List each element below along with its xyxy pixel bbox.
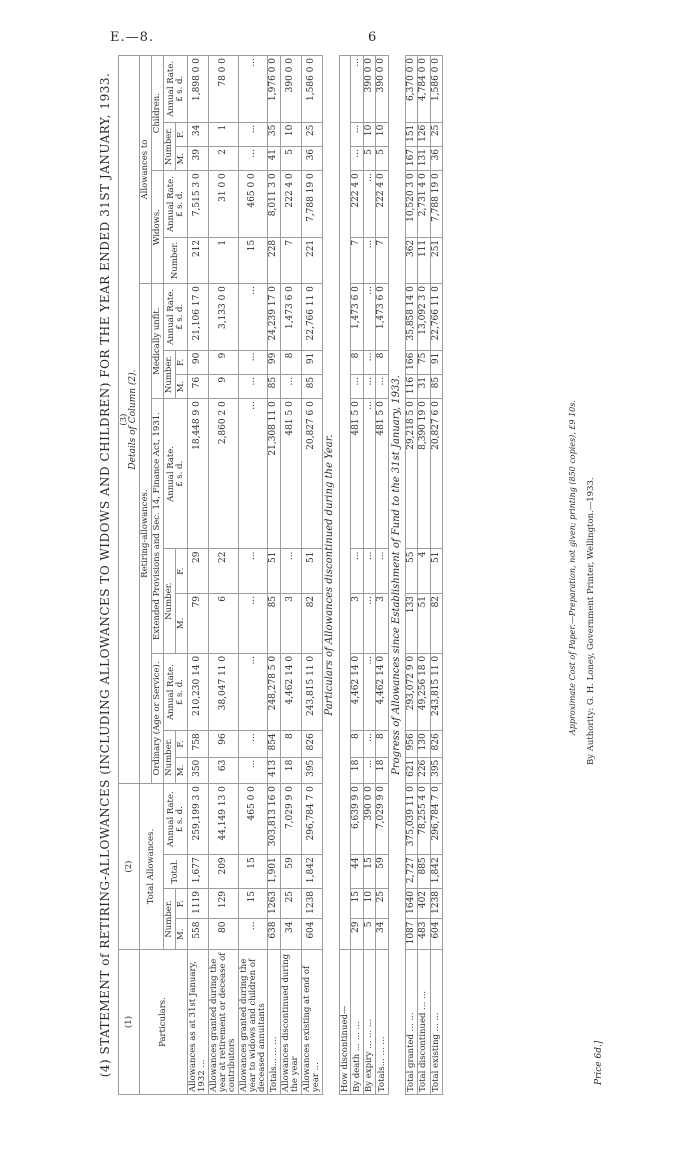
table-cell: 44 bbox=[351, 855, 363, 889]
table-cell: ... bbox=[238, 757, 268, 783]
main-rows bbox=[188, 56, 323, 1095]
table-cell: 375,039 11 0 bbox=[405, 784, 417, 855]
f-head: F. bbox=[176, 549, 188, 593]
table-cell: 7,029 9 0 bbox=[376, 784, 388, 855]
table-cell: 4,462 14 0 bbox=[376, 653, 388, 730]
table-cell: 41 bbox=[268, 146, 280, 170]
table-cell: 75 bbox=[418, 350, 430, 374]
table-cell: 80 bbox=[208, 919, 238, 950]
table-cell: 5 bbox=[363, 146, 375, 170]
row-label: Total discontinued ... ... bbox=[418, 950, 430, 1095]
table-cell: 7,029 9 0 bbox=[280, 784, 301, 855]
number-head: Number. bbox=[164, 122, 176, 171]
table-cell: 390 0 0 bbox=[363, 784, 375, 855]
table-cell: 167 bbox=[405, 146, 417, 170]
m-head: M. bbox=[176, 757, 188, 783]
table-cell: 483 bbox=[418, 919, 430, 950]
table-cell: 2,731 4 0 bbox=[418, 171, 430, 238]
table-cell: 5 bbox=[376, 146, 388, 170]
table-row bbox=[376, 56, 388, 1095]
table-cell: ... bbox=[238, 122, 268, 146]
table-cell: 18 bbox=[351, 757, 363, 783]
table-cell: 90 bbox=[188, 350, 209, 374]
table-cell: 39 bbox=[188, 146, 209, 170]
table-cell: 209 bbox=[208, 855, 238, 889]
table-cell: 1238 bbox=[301, 888, 322, 919]
row-label: Totals... ... ... bbox=[376, 950, 388, 1095]
table-cell: 303,813 16 0 bbox=[268, 784, 280, 855]
table-cell: 621 bbox=[405, 757, 417, 783]
table-cell: 15 bbox=[238, 237, 268, 283]
table-cell: 604 bbox=[301, 919, 322, 950]
table-cell: 9 bbox=[208, 374, 238, 398]
table-cell: 296,784 7 0 bbox=[301, 784, 322, 855]
row-label: Totals... ... ... bbox=[268, 950, 280, 1095]
m-head: M. bbox=[176, 593, 188, 653]
table-cell: 31 0 0 bbox=[208, 171, 238, 238]
table-cell: 91 bbox=[430, 350, 442, 374]
table-cell: 49,256 18 0 bbox=[418, 653, 430, 730]
table-cell: 24,239 17 0 bbox=[268, 284, 280, 351]
table-cell: 3 bbox=[280, 593, 301, 653]
table-cell: 854 bbox=[268, 731, 280, 757]
table-cell: 1,898 0 0 bbox=[188, 56, 209, 123]
table-cell: 4 bbox=[418, 549, 430, 593]
how-discontinued-label: How discontinued— bbox=[339, 950, 351, 1095]
table-cell: 63 bbox=[208, 757, 238, 783]
row-label: Allowances as at 31st January, 1932 ... bbox=[188, 950, 209, 1095]
table-cell: 7 bbox=[351, 237, 363, 283]
table-cell: ... bbox=[238, 284, 268, 351]
table-cell: ... bbox=[351, 374, 363, 398]
table-cell: 166 bbox=[405, 350, 417, 374]
table-cell: ... bbox=[363, 284, 375, 351]
table-cell: 1640 bbox=[405, 888, 417, 919]
table-cell: 29,218 5 0 bbox=[405, 399, 417, 549]
table-cell: 390 0 0 bbox=[376, 56, 388, 123]
table-row bbox=[405, 56, 417, 1095]
table-cell: 36 bbox=[430, 146, 442, 170]
table-cell: 210,230 14 0 bbox=[188, 653, 209, 730]
table-cell: 116 bbox=[405, 374, 417, 398]
table-cell: ... bbox=[363, 350, 375, 374]
table-cell: ... bbox=[280, 549, 301, 593]
table-cell: 212 bbox=[188, 237, 209, 283]
table-cell: 8 bbox=[280, 731, 301, 757]
table-cell: 13,092 3 0 bbox=[418, 284, 430, 351]
table-row bbox=[363, 56, 375, 1095]
table-cell: 35,858 14 0 bbox=[405, 284, 417, 351]
progress-heading: Progress of Allowances since Establishment of Fund to the 31st January, 1933. bbox=[388, 56, 405, 1095]
allowances-to-head: Allowances to bbox=[140, 56, 152, 284]
table-cell: 390 0 0 bbox=[280, 56, 301, 123]
table-cell: 25 bbox=[376, 888, 388, 919]
table-cell: 85 bbox=[430, 374, 442, 398]
table-cell: 2,727 bbox=[405, 855, 417, 889]
table-row bbox=[280, 56, 301, 1095]
table-cell: 36 bbox=[301, 146, 322, 170]
table-cell: 6 bbox=[208, 593, 238, 653]
table-cell: 133 bbox=[405, 593, 417, 653]
table-cell: ... bbox=[363, 593, 375, 653]
table-cell: ... bbox=[238, 593, 268, 653]
page-ref: E.—8. bbox=[110, 30, 155, 45]
table-cell: 251 bbox=[430, 237, 442, 283]
table-cell: 99 bbox=[268, 350, 280, 374]
table-cell: 38,047 11 0 bbox=[208, 653, 238, 730]
table-cell: 8,390 19 0 bbox=[418, 399, 430, 549]
table-cell: 222 4 0 bbox=[280, 171, 301, 238]
table-cell: 20,827 6 0 bbox=[301, 399, 322, 549]
table-cell: 5 bbox=[363, 919, 375, 950]
table-cell: 25 bbox=[280, 888, 301, 919]
table-cell: 82 bbox=[430, 593, 442, 653]
table-cell: 6,370 0 0 bbox=[405, 56, 417, 123]
table-cell: 1,473 6 0 bbox=[351, 284, 363, 351]
particulars-head: Particulars. bbox=[140, 950, 188, 1095]
table-cell: 243,815 11 0 bbox=[301, 653, 322, 730]
row-label: Total granted ... ... bbox=[405, 950, 417, 1095]
table-cell: 481 5 0 bbox=[280, 399, 301, 549]
table-cell: 34 bbox=[376, 919, 388, 950]
table-cell: 4,462 14 0 bbox=[351, 653, 363, 730]
table-cell: 5 bbox=[280, 146, 301, 170]
table-cell: 96 bbox=[208, 731, 238, 757]
table-cell: 226 bbox=[418, 757, 430, 783]
row-label: Allowances discontinued during the year bbox=[280, 950, 301, 1095]
row-label: By expiry ... ... ... bbox=[363, 950, 375, 1095]
number-head: Number. bbox=[164, 549, 176, 653]
table-cell: 7,788 19 0 bbox=[301, 171, 322, 238]
table-cell: 29 bbox=[351, 919, 363, 950]
table-cell: ... bbox=[238, 56, 268, 123]
row-label: By death ... ... ... bbox=[351, 950, 363, 1095]
table-cell: 350 bbox=[188, 757, 209, 783]
table-cell: 7 bbox=[376, 237, 388, 283]
table-cell: 1238 bbox=[430, 888, 442, 919]
table-cell: 6,639 9 0 bbox=[351, 784, 363, 855]
table-cell: 31 bbox=[418, 374, 430, 398]
table-cell: 826 bbox=[430, 731, 442, 757]
table-cell: ... bbox=[363, 171, 375, 238]
table-cell: 4,462 14 0 bbox=[280, 653, 301, 730]
table-cell: 221 bbox=[301, 237, 322, 283]
table-cell: 1,586 0 0 bbox=[430, 56, 442, 123]
table-cell: ... bbox=[238, 374, 268, 398]
number-head: Number. bbox=[164, 888, 176, 949]
table-cell: 4,784 0 0 bbox=[418, 56, 430, 123]
table-row bbox=[351, 56, 363, 1095]
table-cell: 259,199 3 0 bbox=[188, 784, 209, 855]
table-cell: ... bbox=[238, 731, 268, 757]
table-cell: 1 bbox=[208, 237, 238, 283]
table-cell: 51 bbox=[301, 549, 322, 593]
table-cell: ... bbox=[363, 399, 375, 549]
table-cell: 29 bbox=[188, 549, 209, 593]
table-cell: 15 bbox=[351, 888, 363, 919]
ordinary-head: Ordinary (Age or Service). bbox=[152, 653, 164, 783]
table-cell: 558 bbox=[188, 919, 209, 950]
table-cell: 1,842 bbox=[430, 855, 442, 889]
widows-head: Widows. bbox=[152, 171, 164, 284]
table-cell: 15 bbox=[363, 855, 375, 889]
table-cell: 10 bbox=[376, 122, 388, 146]
table-cell: 222 4 0 bbox=[376, 171, 388, 238]
f-head: F. bbox=[176, 731, 188, 757]
table-cell: 59 bbox=[376, 855, 388, 889]
table-cell: 20,827 6 0 bbox=[430, 399, 442, 549]
table-cell: 604 bbox=[430, 919, 442, 950]
number-head: Number. bbox=[164, 350, 176, 399]
m-head: M. bbox=[176, 374, 188, 398]
table-cell: 228 bbox=[268, 237, 280, 283]
table-cell: ... bbox=[238, 146, 268, 170]
table-cell: 296,784 7 0 bbox=[430, 784, 442, 855]
col2-head: (2) bbox=[119, 784, 140, 950]
col3-head: (3) Details of Column (2). bbox=[119, 56, 140, 784]
table-cell: 78,255 4 0 bbox=[418, 784, 430, 855]
table-cell: 91 bbox=[301, 350, 322, 374]
table-row bbox=[268, 56, 280, 1095]
m-head: M. bbox=[176, 919, 188, 950]
total-allowances-head: Total Allowances. bbox=[140, 784, 164, 950]
table-cell: 1087 bbox=[405, 919, 417, 950]
rate-head: Annual Rate. £ s. d. bbox=[164, 284, 188, 351]
table-cell: 8 bbox=[351, 350, 363, 374]
total-head: Total. bbox=[164, 855, 188, 889]
table-cell: 402 bbox=[418, 888, 430, 919]
table-cell: 1 bbox=[208, 122, 238, 146]
table-cell: 395 bbox=[430, 757, 442, 783]
table-cell: 1,586 0 0 bbox=[301, 56, 322, 123]
table-cell: 76 bbox=[188, 374, 209, 398]
table-cell: ... bbox=[351, 122, 363, 146]
table-cell: 7,515 3 0 bbox=[188, 171, 209, 238]
table-cell: 10 bbox=[363, 888, 375, 919]
table-cell: 2 bbox=[208, 146, 238, 170]
children-head: Children. bbox=[152, 56, 164, 171]
table-cell: 44,149 13 0 bbox=[208, 784, 238, 855]
table-cell: ... bbox=[351, 549, 363, 593]
allowances-table bbox=[118, 55, 443, 1095]
table-cell: ... bbox=[351, 56, 363, 123]
table-cell: 15 bbox=[238, 855, 268, 889]
table-cell: ... bbox=[363, 549, 375, 593]
table-cell: 10 bbox=[280, 122, 301, 146]
table-row bbox=[208, 56, 238, 1095]
table-cell: 35 bbox=[268, 122, 280, 146]
row-label: Allowances granted during the year at retirement or decease of contributors bbox=[208, 950, 238, 1095]
table-cell: ... bbox=[351, 146, 363, 170]
table-cell: 885 bbox=[418, 855, 430, 889]
table-cell: 1,842 bbox=[301, 855, 322, 889]
table-cell: ... bbox=[363, 731, 375, 757]
row-label: Total existing ... ... bbox=[430, 950, 442, 1095]
table-cell: 248,278 5 0 bbox=[268, 653, 280, 730]
table-cell: 21,106 17 0 bbox=[188, 284, 209, 351]
discontinued-rows bbox=[351, 56, 388, 1095]
table-cell: 8 bbox=[376, 350, 388, 374]
cost-note: Approximate Cost of Paper.—Preparation, not given; printing (850 copies), £9 10s. bbox=[568, 400, 577, 735]
table-cell: 390 0 0 bbox=[363, 56, 375, 123]
extended-head: Extended Provisions and Sec. 14, Finance Act, 1931. bbox=[152, 399, 164, 654]
table-cell: ... bbox=[376, 549, 388, 593]
table-cell: 85 bbox=[268, 374, 280, 398]
rate-head: Annual Rate. £ s. d. bbox=[164, 784, 188, 855]
table-cell: 243,815 11 0 bbox=[430, 653, 442, 730]
table-cell: 151 bbox=[405, 122, 417, 146]
table-cell: 1,976 0 0 bbox=[268, 56, 280, 123]
table-cell: 8,011 3 0 bbox=[268, 171, 280, 238]
table-cell: 22,766 11 0 bbox=[430, 284, 442, 351]
table-cell: ... bbox=[238, 350, 268, 374]
progress-rows bbox=[405, 56, 442, 1095]
table-cell: 126 bbox=[418, 122, 430, 146]
col1-head: (1) bbox=[119, 950, 140, 1095]
table-cell: 1263 bbox=[268, 888, 280, 919]
table-cell: 481 5 0 bbox=[376, 399, 388, 549]
table-cell: ... bbox=[238, 549, 268, 593]
table-cell: 481 5 0 bbox=[351, 399, 363, 549]
table-cell: 758 bbox=[188, 731, 209, 757]
table-cell: 85 bbox=[268, 593, 280, 653]
table-cell: 1,677 bbox=[188, 855, 209, 889]
table-cell: 1,473 6 0 bbox=[376, 284, 388, 351]
table-cell: 293,072 9 0 bbox=[405, 653, 417, 730]
table-cell: 413 bbox=[268, 757, 280, 783]
f-head: F. bbox=[176, 122, 188, 146]
table-cell: 3 bbox=[376, 593, 388, 653]
table-cell: 362 bbox=[405, 237, 417, 283]
table-cell: 82 bbox=[301, 593, 322, 653]
rate-head: Annual Rate. £ s. d. bbox=[164, 56, 188, 123]
statement-title: (4) STATEMENT of RETIRING-ALLOWANCES (INCLUDING ALLOWANCES TO WIDOWS AND CHILDREN) FOR THE YEAR ENDED 31ST JANUARY, 1933. bbox=[98, 72, 112, 1078]
table-cell: 59 bbox=[280, 855, 301, 889]
rotated-statement bbox=[98, 55, 608, 1095]
page-number: 6 bbox=[368, 30, 377, 45]
table-cell: 3,133 0 0 bbox=[208, 284, 238, 351]
table-cell: 51 bbox=[268, 549, 280, 593]
f-head: F. bbox=[176, 888, 188, 919]
table-cell: 3 bbox=[351, 593, 363, 653]
discontinued-heading: Particulars of Allowances discontinued during the Year. bbox=[322, 56, 339, 1095]
table-cell: 34 bbox=[280, 919, 301, 950]
table-cell: 51 bbox=[430, 549, 442, 593]
table-cell: 129 bbox=[208, 888, 238, 919]
table-cell: ... bbox=[238, 399, 268, 549]
table-cell: 10 bbox=[363, 122, 375, 146]
table-row bbox=[188, 56, 209, 1095]
table-cell: ... bbox=[363, 653, 375, 730]
table-cell: 465 0 0 bbox=[238, 784, 268, 855]
table-cell: 79 bbox=[188, 593, 209, 653]
table-cell: 395 bbox=[301, 757, 322, 783]
table-cell: 22 bbox=[208, 549, 238, 593]
table-cell: ... bbox=[238, 919, 268, 950]
rate-head: Annual Rate. £ s. d. bbox=[164, 653, 188, 730]
authority-note: By Authority: G. H. Loney, Government Printer, Wellington.—1933. bbox=[586, 477, 596, 765]
table-cell: 826 bbox=[301, 731, 322, 757]
table-cell: 7 bbox=[280, 237, 301, 283]
table-cell: 2,860 2 0 bbox=[208, 399, 238, 549]
table-cell: 25 bbox=[430, 122, 442, 146]
table-cell: 18 bbox=[376, 757, 388, 783]
table-row bbox=[301, 56, 322, 1095]
table-cell: 78 0 0 bbox=[208, 56, 238, 123]
table-cell: 8 bbox=[376, 731, 388, 757]
table-cell: 8 bbox=[351, 731, 363, 757]
table-cell: 10,520 3 0 bbox=[405, 171, 417, 238]
retiring-head: Retiring-allowances. bbox=[140, 284, 152, 784]
table-cell: 51 bbox=[418, 593, 430, 653]
table-row bbox=[430, 56, 442, 1095]
number-head: Number. bbox=[164, 731, 176, 784]
f-head: F. bbox=[176, 350, 188, 374]
table-cell: 18 bbox=[280, 757, 301, 783]
table-cell: ... bbox=[280, 374, 301, 398]
table-row bbox=[238, 56, 268, 1095]
table-cell: 34 bbox=[188, 122, 209, 146]
table-cell: 222 4 0 bbox=[351, 171, 363, 238]
table-cell: 7,788 19 0 bbox=[430, 171, 442, 238]
table-cell: 21,308 11 0 bbox=[268, 399, 280, 549]
table-cell: 55 bbox=[405, 549, 417, 593]
table-cell: 15 bbox=[238, 888, 268, 919]
table-cell: 131 bbox=[418, 146, 430, 170]
medically-head: Medically unfit. bbox=[152, 284, 164, 399]
table-cell: ... bbox=[363, 374, 375, 398]
table-cell: 85 bbox=[301, 374, 322, 398]
table-cell: 465 0 0 bbox=[238, 171, 268, 238]
table-cell: 25 bbox=[301, 122, 322, 146]
number-head: Number. bbox=[164, 237, 188, 283]
row-label: Allowances existing at end of year ... bbox=[301, 950, 322, 1095]
rate-head: Annual Rate. £ s. d. bbox=[164, 171, 188, 238]
table-cell: 18,448 9 0 bbox=[188, 399, 209, 549]
table-cell: 8 bbox=[280, 350, 301, 374]
table-cell: 1,473 6 0 bbox=[280, 284, 301, 351]
rate-head: Annual Rate. £ s. d. bbox=[164, 399, 188, 549]
table-cell: 638 bbox=[268, 919, 280, 950]
table-cell: 1119 bbox=[188, 888, 209, 919]
table-cell: ... bbox=[363, 237, 375, 283]
table-cell: 22,766 11 0 bbox=[301, 284, 322, 351]
table-cell: 9 bbox=[208, 350, 238, 374]
table-cell: 1,901 bbox=[268, 855, 280, 889]
table-cell: ... bbox=[363, 757, 375, 783]
table-cell: ... bbox=[376, 374, 388, 398]
price-note: Price 6d.] bbox=[594, 1040, 604, 1085]
table-row bbox=[418, 56, 430, 1095]
table-cell: 111 bbox=[418, 237, 430, 283]
row-label: Allowances granted during the year to widows and children of deceased annuitants bbox=[238, 950, 268, 1095]
table-cell: 130 bbox=[418, 731, 430, 757]
table-cell: ... bbox=[238, 653, 268, 730]
m-head: M. bbox=[176, 146, 188, 170]
table-cell: 956 bbox=[405, 731, 417, 757]
